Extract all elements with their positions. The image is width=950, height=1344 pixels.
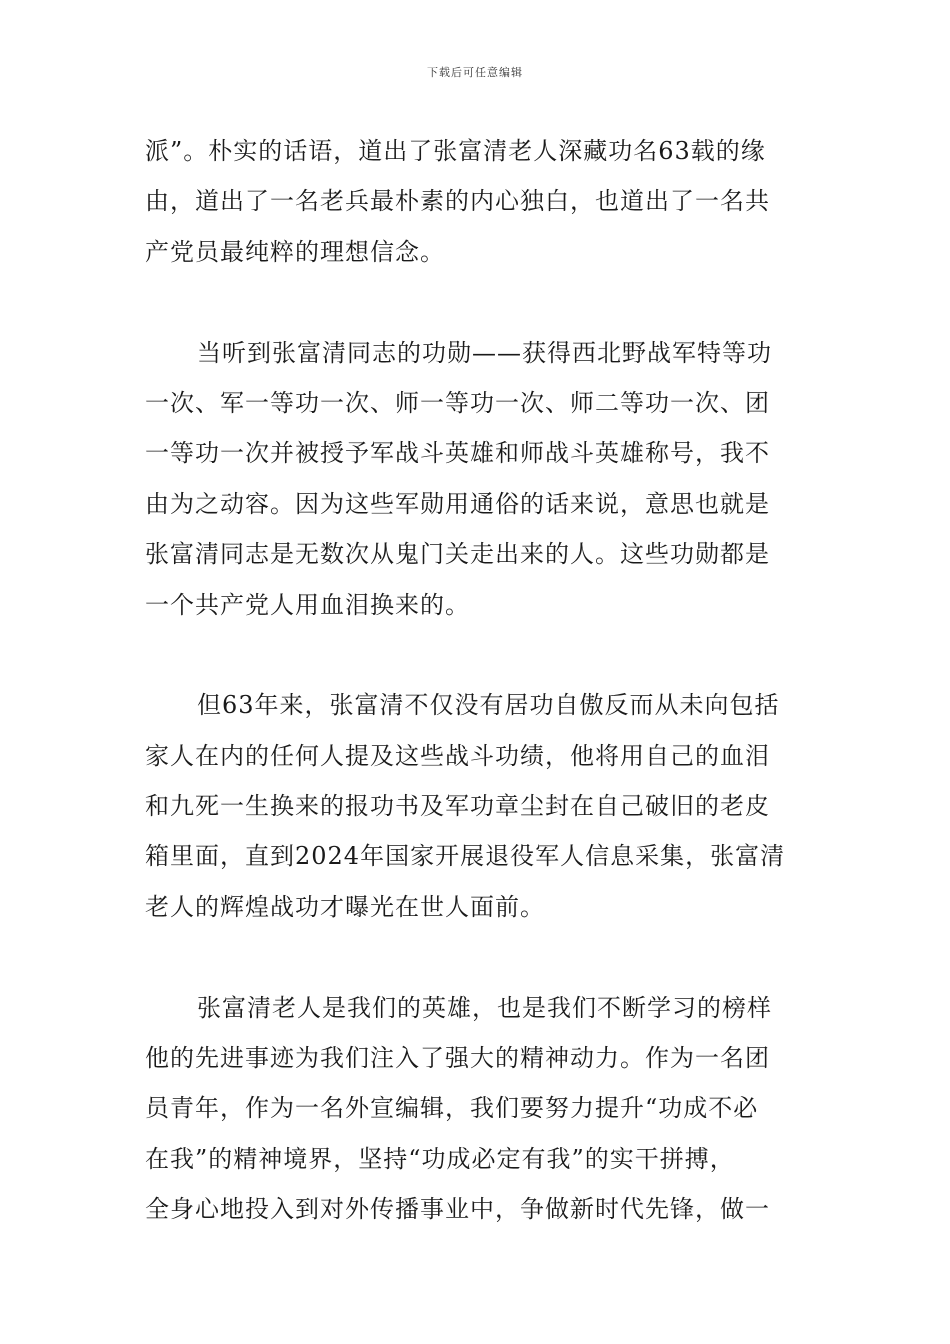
paragraph-line: 一等功一次并被授予军战斗英雄和师战斗英雄称号，我不 (145, 439, 770, 468)
paragraph-line: 和九死一生换来的报功书及军功章尘封在自己破旧的老皮 (145, 792, 770, 821)
paragraph-line: 张富清老人是我们的英雄，也是我们不断学习的榜样 (197, 993, 772, 1022)
paragraph-line: 但63年来，张富清不仅没有居功自傲反而从未向包括 (197, 691, 780, 720)
paragraph-1 (145, 126, 805, 277)
paragraph-line: 全身心地投入到对外传播事业中，争做新时代先锋，做一 (145, 1195, 770, 1224)
paragraph-spacer (145, 277, 805, 327)
paragraph-3 (145, 680, 805, 932)
paragraph-line: 当听到张富清同志的功勋——获得西北野战军特等功 (197, 338, 772, 367)
paragraph-spacer (145, 630, 805, 680)
paragraph-line: 派”。朴实的话语，道出了张富清老人深藏功名63载的缘 (145, 137, 766, 165)
paragraph-line: 由为之动容。因为这些军勋用通俗的话来说，意思也就是 (145, 489, 770, 518)
paragraph-line: 他的先进事迹为我们注入了强大的精神动力。作为一名团 (145, 1044, 770, 1073)
paragraph-line: 产党员最纯粹的理想信念。 (145, 237, 445, 266)
paragraph-line: 由，道出了一名老兵最朴素的内心独白，也道出了一名共 (145, 187, 770, 216)
document-body (145, 126, 805, 1235)
paragraph-line: 一次、军一等功一次、师一等功一次、师二等功一次、团 (145, 388, 770, 417)
paragraph-line: 员青年，作为一名外宣编辑，我们要努力提升“功成不必 (145, 1094, 759, 1123)
paragraph-line: 箱里面，直到2024年国家开展退役军人信息采集，张富清 (145, 842, 786, 871)
paragraph-line: 张富清同志是无数次从鬼门关走出来的人。这些功勋都是 (145, 540, 770, 569)
paragraph-line: 老人的辉煌战功才曝光在世人面前。 (145, 892, 545, 921)
paragraph-spacer (145, 932, 805, 982)
page-header: 下载后可任意编辑 (427, 66, 523, 79)
paragraph-2 (145, 328, 805, 630)
paragraph-line: 家人在内的任何人提及这些战斗功绩，他将用自己的血泪 (145, 741, 770, 770)
paragraph-line: 一个共产党人用血泪换来的。 (145, 590, 470, 619)
paragraph-line: 在我”的精神境界，坚持“功成必定有我”的实干拼搏， (145, 1144, 735, 1173)
paragraph-4 (145, 983, 805, 1235)
